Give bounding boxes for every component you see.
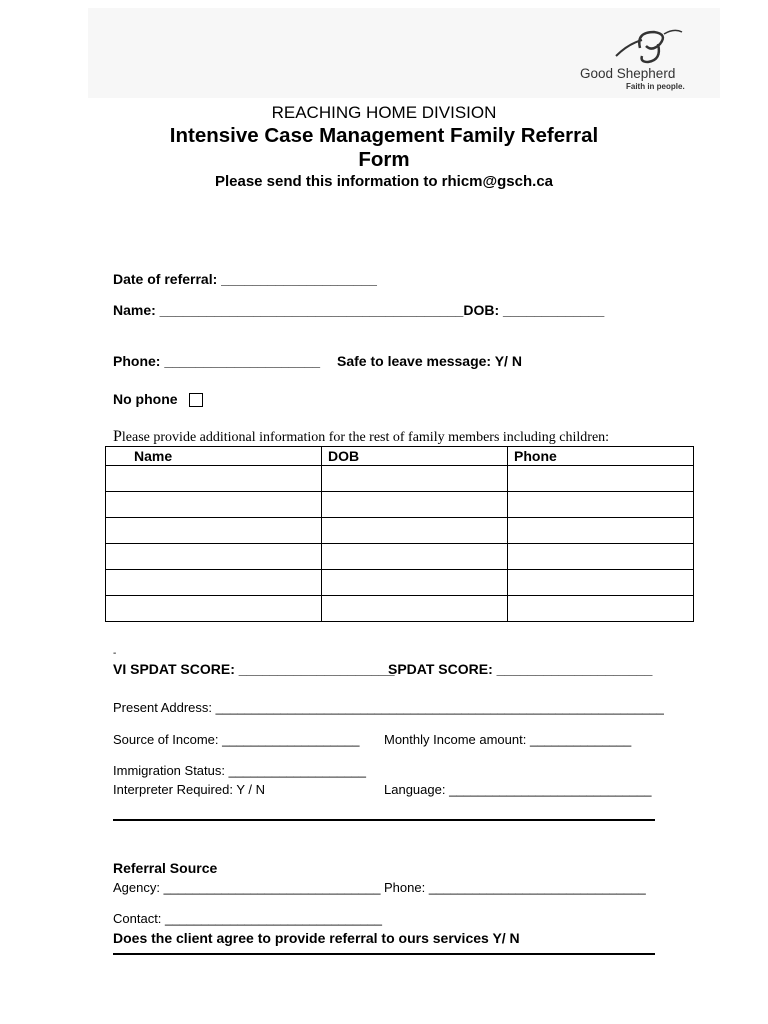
referral-phone-field[interactable]: Phone: ______________________________ <box>384 880 646 895</box>
table-cell-name[interactable] <box>106 596 322 622</box>
instructions-first-letter: P <box>113 428 122 445</box>
table-row <box>106 518 694 544</box>
table-cell-dob[interactable] <box>322 596 508 622</box>
table-cell-dob[interactable] <box>322 466 508 492</box>
contact-field[interactable]: Contact: ______________________________ <box>113 911 382 926</box>
language-field[interactable]: Language: ____________________________ <box>384 782 652 797</box>
good-shepherd-logo <box>578 26 718 96</box>
table-cell-phone[interactable] <box>508 518 694 544</box>
date-of-referral-field[interactable]: Date of referral: ____________________ <box>113 271 377 287</box>
table-header-row <box>106 447 694 466</box>
table-cell-phone[interactable] <box>508 466 694 492</box>
table-row <box>106 466 694 492</box>
no-phone-row <box>113 391 203 407</box>
section-marker: - <box>113 648 117 659</box>
page-title <box>0 124 768 172</box>
section-divider <box>113 819 655 821</box>
table-cell-name[interactable] <box>106 466 322 492</box>
title-line-2: Form <box>358 148 410 171</box>
table-row <box>106 492 694 518</box>
monthly-income-field[interactable]: Monthly Income amount: ______________ <box>384 732 632 747</box>
source-of-income-field[interactable]: Source of Income: ___________________ <box>113 732 360 747</box>
title-line-1: Intensive Case Management Family Referral <box>169 124 599 147</box>
referral-source-heading: Referral Source <box>113 860 218 876</box>
table-row <box>106 544 694 570</box>
table-cell-name[interactable] <box>106 570 322 596</box>
division-heading: REACHING HOME DIVISION <box>271 103 497 122</box>
table-cell-dob[interactable] <box>322 492 508 518</box>
table-cell-phone[interactable] <box>508 596 694 622</box>
shepherd-crook-icon <box>578 26 718 66</box>
present-address-field[interactable]: Present Address: ______________________________________________________________ <box>113 700 664 715</box>
instructions-text: lease provide additional information for the rest of family members including children: <box>121 430 610 445</box>
column-header-name: Name <box>106 447 322 466</box>
logo-tagline: Faith in people. <box>626 82 685 91</box>
table-cell-name[interactable] <box>106 492 322 518</box>
bottom-divider <box>113 953 655 955</box>
client-agree-question[interactable]: Does the client agree to provide referral to ours services Y/ N <box>113 930 520 946</box>
table-cell-name[interactable] <box>106 518 322 544</box>
table-cell-dob[interactable] <box>322 570 508 596</box>
column-header-phone: Phone <box>508 447 694 466</box>
vi-spdat-score-field[interactable]: VI SPDAT SCORE: ____________________ <box>113 661 395 677</box>
column-header-dob: DOB <box>322 447 508 466</box>
spdat-score-field[interactable]: SPDAT SCORE: ____________________ <box>388 661 653 677</box>
table-cell-phone[interactable] <box>508 492 694 518</box>
family-instructions <box>113 428 609 446</box>
table-cell-phone[interactable] <box>508 570 694 596</box>
table-cell-dob[interactable] <box>322 544 508 570</box>
interpreter-required-field[interactable]: Interpreter Required: Y / N <box>113 782 265 797</box>
phone-field[interactable]: Phone: ____________________ <box>113 353 321 369</box>
immigration-status-field[interactable]: Immigration Status: ___________________ <box>113 763 366 778</box>
table-row <box>106 596 694 622</box>
send-instructions: Please send this information to rhicm@gsch.ca <box>214 173 554 190</box>
table-row <box>106 570 694 596</box>
table-cell-dob[interactable] <box>322 518 508 544</box>
name-dob-field[interactable]: Name: _______________________________________DOB: _____________ <box>113 302 605 318</box>
table-cell-phone[interactable] <box>508 544 694 570</box>
no-phone-label: No phone <box>113 391 178 407</box>
no-phone-checkbox[interactable] <box>189 393 203 407</box>
logo-org-name: Good Shepherd <box>580 66 676 81</box>
table-cell-name[interactable] <box>106 544 322 570</box>
agency-field[interactable]: Agency: ______________________________ <box>113 880 381 895</box>
family-members-table <box>105 446 694 622</box>
safe-to-leave-message[interactable]: Safe to leave message: Y/ N <box>337 353 522 369</box>
